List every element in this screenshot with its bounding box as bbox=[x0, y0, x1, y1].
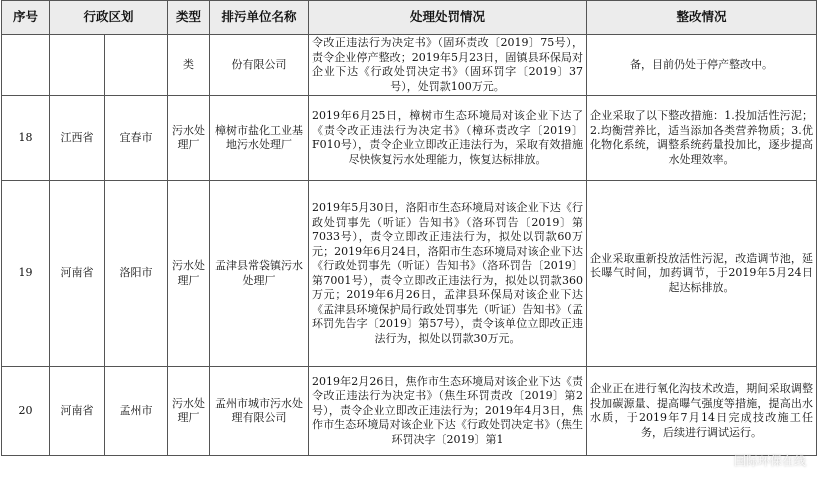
header-type: 类型 bbox=[168, 1, 210, 35]
header-unit-name: 排污单位名称 bbox=[210, 1, 309, 35]
table-row bbox=[2, 367, 817, 456]
watermark: 国际环保在线 bbox=[733, 454, 806, 468]
row-unit-name: 份有限公司 bbox=[210, 35, 309, 96]
row-unit-name: 孟津县常袋镇污水处理厂 bbox=[210, 181, 309, 367]
table-row bbox=[2, 181, 817, 367]
table-row bbox=[2, 96, 817, 181]
row-province: 河南省 bbox=[50, 367, 105, 456]
row-unit-name: 樟树市盐化工业基地污水处理厂 bbox=[210, 96, 309, 181]
row-city: 宜春市 bbox=[105, 96, 168, 181]
row-penalty: 2019年6月25日，樟树市生态环境局对该企业下达了《责令改正违法行为决定书》（樟环责改字〔2019〕F010号），责令企业立即改正违法行为，采取有效措施尽快恢复污水处理能力，恢复达标排放。 bbox=[309, 96, 587, 181]
row-serial: 19 bbox=[2, 181, 50, 367]
row-rectification: 企业采取了以下整改措施：1.投加活性污泥；2.均衡营养比，适当添加各类营养物质；3.优化物化系统，调整系统药量投加比，逐步提高水处理效率。 bbox=[587, 96, 817, 181]
row-rectification: 企业采取重新投放活性污泥，改造调节池，延长曝气时间，加药调节，于2019年5月24日起达标排放。 bbox=[587, 181, 817, 367]
row-penalty: 令改正违法行为决定书》（固环责改〔2019〕75号），责令企业停产整改；2019年5月23日，固镇县环保局对企业下达《行政处罚决定书》（固环罚字〔2019〕37号），处罚款100万元。 bbox=[309, 35, 587, 96]
table-row bbox=[2, 35, 817, 96]
row-type: 污水处理厂 bbox=[168, 96, 210, 181]
row-province: 河南省 bbox=[50, 181, 105, 367]
header-row bbox=[2, 1, 817, 35]
row-type: 污水处理厂 bbox=[168, 181, 210, 367]
row-serial: 20 bbox=[2, 367, 50, 456]
row-unit-name: 孟州市城市污水处理有限公司 bbox=[210, 367, 309, 456]
header-serial: 序号 bbox=[2, 1, 50, 35]
row-city: 洛阳市 bbox=[105, 181, 168, 367]
row-city bbox=[105, 35, 168, 96]
row-rectification: 备，目前仍处于停产整改中。 bbox=[587, 35, 817, 96]
row-province: 江西省 bbox=[50, 96, 105, 181]
row-rectification: 企业正在进行氧化沟技术改造，期间采取调整投加碳源量、提高曝气强度等措施，提高出水水质，于2019年7月14日完成技改施工任务，后续进行调试运行。 bbox=[587, 367, 817, 456]
header-rectification: 整改情况 bbox=[587, 1, 817, 35]
row-serial bbox=[2, 35, 50, 96]
header-penalty: 处理处罚情况 bbox=[309, 1, 587, 35]
row-province bbox=[50, 35, 105, 96]
row-city: 孟州市 bbox=[105, 367, 168, 456]
row-type: 类 bbox=[168, 35, 210, 96]
row-penalty: 2019年5月30日，洛阳市生态环境局对该企业下达《行政处罚事先（听证）告知书》（洛环罚告〔2019〕第7033号），责令立即改正违法行为，拟处以罚款60万元；2019年6月24日，洛阳市生态环境局对该企业下达《行政处罚事先（听证）告知书》（洛环罚告〔2019〕第7001号），责令立即改正违法行为，拟处以罚款360万元；2019年6月26日，孟津县环保局对该企业下达《孟津县环境保护局行政处罚事先（听证）告知书》（孟环罚先告字〔2019〕第57号），责令该单位立即改正违法行为，拟处以罚款30万元。 bbox=[309, 181, 587, 367]
header-region: 行政区划 bbox=[50, 1, 168, 35]
rectification-table bbox=[1, 0, 817, 456]
row-serial: 18 bbox=[2, 96, 50, 181]
row-type: 污水处理厂 bbox=[168, 367, 210, 456]
row-penalty: 2019年2月26日，焦作市生态环境局对该企业下达《责令改正违法行为决定书》（焦生环罚责改〔2019〕第2号），责令企业立即改正违法行为；2019年4月3日，焦作市生态环境局对该企业下达《行政处罚决定书》（焦生环罚决字〔2019〕第1 bbox=[309, 367, 587, 456]
